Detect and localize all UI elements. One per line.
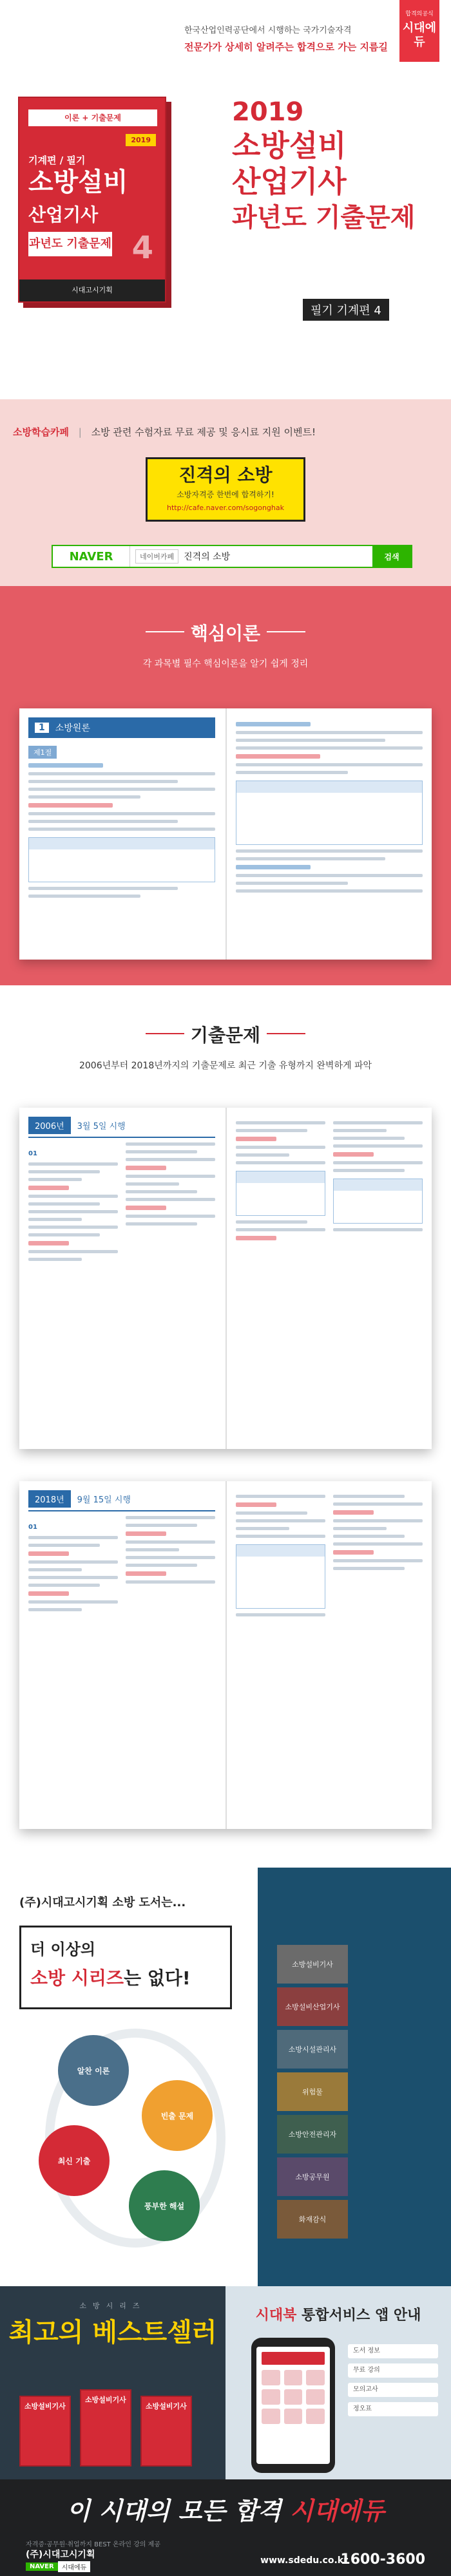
slogan-main: 이 시대의 모든 합격 — [66, 2496, 282, 2525]
series-section — [0, 1868, 451, 2286]
hero-section — [0, 0, 451, 399]
bestseller-book: 소방설비기사 — [140, 2396, 192, 2467]
text-line — [333, 1495, 405, 1498]
text-line — [126, 1182, 179, 1186]
text-line — [28, 812, 215, 815]
text-line — [236, 1527, 289, 1530]
exam-page-left — [28, 1117, 215, 1440]
text-line — [236, 849, 423, 853]
app-icon — [284, 2409, 303, 2424]
question-columns — [236, 1117, 423, 1245]
book-tag: 이론 + 기출문제 — [28, 109, 157, 126]
bestseller-book: 소방설비기사 — [19, 2396, 71, 2467]
content-table — [236, 1171, 325, 1216]
text-line — [333, 1228, 423, 1231]
text-line — [126, 1580, 215, 1584]
naver-search-bar — [52, 545, 412, 568]
brand-badge[interactable] — [399, 0, 439, 62]
series-box-line2 — [30, 1964, 221, 1990]
exam-date-tab — [28, 1490, 215, 1511]
text-line — [236, 1153, 289, 1157]
text-line — [126, 1556, 215, 1559]
text-line — [28, 1551, 69, 1556]
text-line — [236, 865, 311, 869]
text-line — [126, 1222, 197, 1226]
hero-title-line1: 소방설비 — [232, 128, 347, 163]
event-section — [0, 399, 451, 586]
app-icon — [306, 2370, 325, 2385]
section-label: 제1절 — [28, 746, 57, 759]
theory-heading: 핵심이론 — [146, 620, 305, 645]
text-line — [236, 889, 423, 893]
text-line — [28, 1233, 100, 1236]
text-line — [28, 887, 178, 890]
text-line — [28, 795, 140, 799]
text-line — [333, 1510, 374, 1515]
app-title-brand: 시대북 — [255, 2307, 297, 2324]
hero-title-line3: 과년도 기출문제 — [232, 203, 416, 232]
search-input[interactable] — [130, 546, 372, 567]
app-feature-item: 도서 정보 — [348, 2344, 438, 2358]
footer-tel: 1600-3600 — [340, 2552, 425, 2568]
text-line — [28, 1218, 82, 1221]
text-line — [236, 1535, 325, 1538]
text-line — [28, 1536, 118, 1539]
text-line — [28, 1170, 100, 1173]
text-line — [28, 1258, 82, 1261]
theory-section — [0, 586, 451, 985]
content-table — [236, 781, 423, 845]
question-columns — [236, 1490, 423, 1621]
exam-spread-1 — [19, 1108, 432, 1449]
text-line — [236, 763, 423, 766]
text-line — [236, 1502, 276, 1507]
exam-year: 2018년 — [28, 1490, 71, 1508]
text-line — [333, 1502, 423, 1506]
theory-header — [0, 620, 451, 670]
text-line — [236, 722, 311, 726]
text-line — [126, 1150, 197, 1153]
text-line — [236, 1220, 307, 1224]
question-number: 01 — [28, 1150, 37, 1157]
exam-header — [0, 1021, 451, 1072]
text-line — [28, 1576, 118, 1579]
text-line — [333, 1144, 423, 1148]
cafe-banner-url[interactable]: http://cafe.naver.com/sogonghak — [166, 504, 285, 512]
book-title-mid: 산업기사 — [28, 204, 99, 225]
text-line — [28, 1568, 82, 1571]
search-scope[interactable]: 네이버카페 — [135, 549, 178, 564]
app-icon — [306, 2409, 325, 2424]
app-icon — [262, 2370, 280, 2385]
text-line — [236, 1137, 276, 1141]
text-line — [236, 1228, 325, 1231]
content-table — [236, 1544, 325, 1609]
text-line — [28, 1202, 100, 1206]
app-feature-list — [348, 2344, 438, 2421]
text-line — [28, 1186, 69, 1190]
slogan-brand: 시대에듀 — [281, 2496, 385, 2525]
hero-title-line2: 산업기사 — [232, 164, 347, 199]
book-title-big: 소방설비 — [28, 167, 128, 197]
bestseller-tag: 소방시리즈 — [79, 2302, 146, 2310]
text-line — [28, 1591, 69, 1596]
event-line — [13, 425, 438, 439]
series-right-panel — [258, 1868, 451, 2286]
text-line — [126, 1531, 166, 1536]
text-line — [28, 820, 178, 823]
text-line — [236, 746, 423, 750]
text-line — [333, 1527, 387, 1530]
footer-slogan — [0, 2491, 451, 2526]
text-line — [126, 1564, 197, 1567]
text-line — [28, 1608, 82, 1611]
hero-intro-line: 한국산업인력공단에서 시행하는 국가기술자격 — [184, 26, 352, 35]
text-line — [236, 1146, 325, 1149]
app-icon — [284, 2370, 303, 2385]
app-header-bar — [262, 2352, 325, 2365]
footer-naver-logo: NAVER — [26, 2562, 58, 2571]
text-line — [28, 895, 140, 898]
theory-subheading: 각 과목별 필수 핵심이론을 알기 쉽게 정리 — [142, 659, 309, 669]
text-line — [28, 1178, 82, 1181]
tower-book: 소방공무원 — [277, 2157, 348, 2196]
event-description: 소방 관련 수험자료 무료 제공 및 응시료 지원 이벤트! — [91, 426, 316, 438]
text-line — [236, 1129, 307, 1132]
text-line — [28, 828, 215, 831]
text-line — [333, 1129, 387, 1132]
hero-title — [232, 97, 445, 236]
text-line — [236, 754, 320, 759]
text-line — [126, 1524, 197, 1527]
text-line — [333, 1535, 405, 1538]
bestseller-book: 소방설비기사 — [80, 2389, 131, 2467]
phone-screen — [256, 2347, 330, 2464]
text-line — [333, 1542, 423, 1546]
tower-book: 소방설비산업기사 — [277, 1987, 348, 2026]
text-line — [126, 1206, 166, 1210]
text-line — [236, 857, 385, 860]
book-title-small: 기계편 / 필기 — [28, 155, 86, 166]
series-box-highlight: 소방 시리즈 — [30, 1967, 124, 1989]
feature-circle: 빈출 문제 — [142, 2080, 213, 2151]
hero-intro — [184, 24, 397, 54]
cafe-banner-title: 진격의 소방 — [178, 464, 273, 486]
series-left-panel — [0, 1868, 258, 2286]
series-box — [19, 1926, 232, 2009]
text-line — [236, 874, 423, 877]
text-line — [28, 1226, 118, 1229]
text-line — [236, 771, 348, 774]
text-line — [236, 1161, 325, 1164]
brand-badge-big: 시대에듀 — [402, 21, 437, 49]
exam-year: 2006년 — [28, 1117, 71, 1134]
theory-page-right — [236, 717, 423, 951]
book-cover — [18, 97, 166, 303]
text-line — [126, 1540, 215, 1544]
question — [28, 1146, 118, 1181]
chapter-header — [28, 717, 215, 738]
text-line — [126, 1166, 166, 1170]
text-line — [236, 1613, 325, 1616]
bestseller-books — [19, 2389, 206, 2467]
question-columns — [28, 1511, 215, 1616]
footer-small-text: 자격증·공무원·취업까지 BEST 온라인 강의 제공 — [26, 2541, 160, 2548]
text-line — [333, 1169, 405, 1172]
app-panel — [225, 2286, 451, 2479]
text-line — [333, 1121, 423, 1124]
text-line — [28, 788, 215, 791]
chapter-title: 소방원론 — [55, 723, 90, 734]
text-line — [236, 1121, 325, 1124]
series-lead: (주)시대고시기획 소방 도서는... — [19, 1896, 186, 1909]
text-line — [126, 1190, 197, 1193]
app-title — [225, 2304, 451, 2324]
tower-book: 소방시설관리사 — [277, 2030, 348, 2069]
hero-tagline: 전문가가 상세히 알려주는 합격으로 가는 지름길 — [184, 41, 388, 53]
text-line — [333, 1567, 405, 1570]
text-line — [28, 1195, 118, 1198]
text-line — [28, 763, 103, 768]
content-table — [28, 837, 215, 882]
question-columns — [28, 1138, 215, 1265]
app-icon-grid — [262, 2370, 325, 2424]
book-year-badge: 2019 — [126, 134, 156, 146]
text-line — [333, 1137, 405, 1140]
footer-url[interactable]: www.sdedu.co.kr — [260, 2555, 348, 2566]
series-book-tower — [277, 1945, 348, 2242]
chapter-number: 1 — [35, 723, 49, 733]
text-line — [236, 1511, 307, 1515]
text-line — [28, 1241, 69, 1245]
feature-circle: 풍부한 해설 — [129, 2170, 200, 2241]
text-line — [28, 780, 178, 783]
spread-gutter — [225, 708, 227, 960]
app-icon — [262, 2389, 280, 2405]
text-line — [333, 1559, 423, 1562]
cafe-banner-subtitle: 소방자격증 한번에 합격하기! — [177, 490, 274, 499]
exam-round: 9월 15일 시행 — [77, 1495, 131, 1505]
app-title-rest: 통합서비스 앱 안내 — [296, 2307, 421, 2324]
text-line — [28, 1560, 118, 1564]
text-line — [28, 1544, 100, 1547]
naver-logo: NAVER — [53, 546, 130, 567]
text-line — [28, 1162, 118, 1166]
book-subtitle: 과년도 기출문제 — [28, 232, 112, 256]
series-box-line1: 더 이상의 — [30, 1940, 96, 1958]
app-feature-item: 정오표 — [348, 2402, 438, 2416]
hero-edition: 필기 기계편 4 — [303, 299, 389, 321]
book-volume-number: 4 — [131, 230, 153, 266]
footer-naver-search[interactable] — [26, 2561, 90, 2572]
text-line — [28, 803, 113, 808]
bestseller-title: 최고의 베스트셀러 — [8, 2318, 217, 2347]
text-line — [126, 1571, 166, 1576]
feature-circle: 최신 기출 — [39, 2125, 110, 2196]
text-line — [126, 1548, 179, 1551]
brand-badge-small: 합격의공식 — [405, 11, 434, 17]
question-number: 01 — [28, 1524, 37, 1531]
text-line — [126, 1516, 215, 1519]
footer — [0, 2479, 451, 2576]
text-line — [333, 1161, 423, 1164]
text-line — [236, 739, 385, 742]
text-line — [333, 1550, 374, 1555]
book-publisher: 시대고시기획 — [19, 279, 165, 301]
text-line — [236, 1495, 325, 1498]
text-line — [28, 1250, 118, 1253]
spread-gutter — [225, 1108, 227, 1449]
footer-naver-keyword: 시대에듀 — [58, 2561, 91, 2572]
text-line — [126, 1215, 215, 1218]
promo-section — [0, 2286, 451, 2479]
feature-circle: 알찬 이론 — [58, 2035, 129, 2106]
exam-page-right — [236, 1117, 423, 1440]
exam-page-right — [236, 1490, 423, 1820]
app-feature-item: 모의고사 — [348, 2383, 438, 2397]
hero-year: 2019 — [232, 97, 304, 127]
search-button[interactable]: 검색 — [372, 546, 411, 567]
tower-book: 소방설비기사 — [277, 1945, 348, 1984]
event-label: 소방학습카페 — [13, 426, 69, 438]
content-table — [333, 1179, 423, 1224]
series-box-rest: 는 없다! — [124, 1967, 191, 1989]
exam-round: 3월 5일 시행 — [77, 1122, 126, 1132]
text-line — [236, 1236, 276, 1240]
text-line — [333, 1519, 423, 1522]
text-line — [28, 1600, 118, 1604]
tower-book: 소방안전관리자 — [277, 2115, 348, 2154]
footer-company: (주)시대고시기획 — [26, 2550, 95, 2560]
text-line — [28, 1210, 118, 1213]
tower-book: 위험물 — [277, 2072, 348, 2111]
phone-mockup — [251, 2338, 335, 2473]
app-icon — [306, 2389, 325, 2405]
text-line — [333, 1152, 374, 1157]
app-feature-item: 무료 강의 — [348, 2363, 438, 2378]
search-query: 진격의 소방 — [184, 552, 231, 562]
cafe-banner[interactable] — [146, 457, 305, 522]
theory-page-left — [28, 717, 215, 951]
exam-page-left — [28, 1490, 215, 1820]
exam-heading: 기출문제 — [146, 1021, 305, 1047]
exam-section — [0, 985, 451, 1868]
exam-subheading: 2006년부터 2018년까지의 기출문제로 최근 기출 유형까지 완벽하게 파악 — [79, 1061, 372, 1071]
text-line — [126, 1198, 215, 1201]
question — [28, 1519, 118, 1547]
bestseller-panel — [0, 2286, 225, 2479]
text-line — [236, 731, 423, 734]
text-line — [126, 1142, 215, 1146]
text-line — [126, 1158, 215, 1161]
exam-date-tab — [28, 1117, 215, 1138]
theory-spread — [19, 708, 432, 960]
text-line — [28, 772, 215, 775]
event-separator: | — [78, 426, 82, 438]
spread-gutter — [225, 1481, 227, 1829]
app-icon — [284, 2389, 303, 2405]
app-icon — [262, 2409, 280, 2424]
text-line — [28, 1584, 100, 1587]
text-line — [236, 1519, 325, 1522]
exam-spread-2 — [19, 1481, 432, 1829]
text-line — [236, 882, 348, 885]
tower-book: 화재감식 — [277, 2200, 348, 2239]
text-line — [126, 1175, 215, 1178]
